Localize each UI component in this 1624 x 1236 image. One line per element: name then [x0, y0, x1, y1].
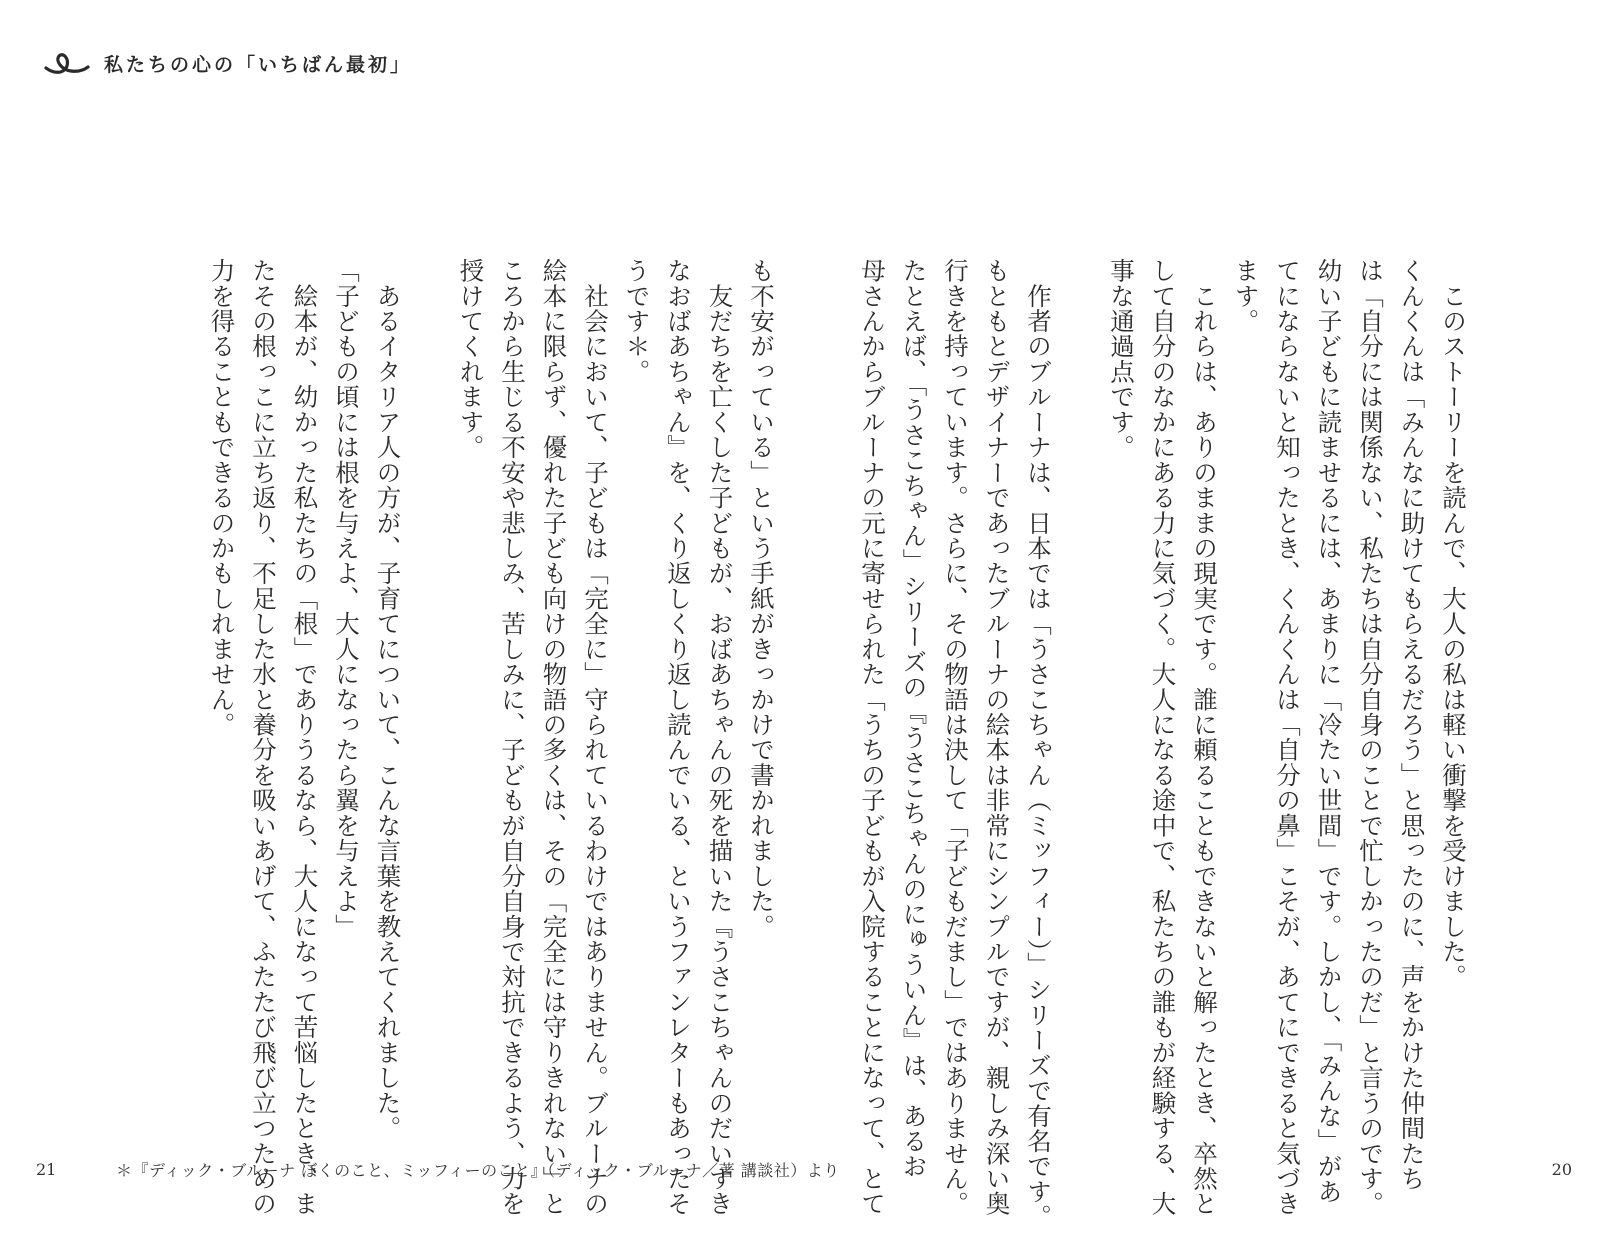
- text-line: 事な通過点です。: [1107, 258, 1136, 460]
- text-line: なおばあちゃん』を、くり返しくり返し読んでいる、というファンレターもあったそ: [664, 258, 693, 1217]
- leaf-curl-icon: [44, 48, 90, 78]
- blank-line: [1059, 258, 1101, 1138]
- text-line: も不安がっている」という手紙がきっかけで書かれました。: [747, 258, 776, 939]
- text-line: ます。: [1231, 258, 1261, 334]
- text-line: 行きを持っています。さらに、その物語は決して「子どもだまし」ではありません。: [941, 258, 970, 1217]
- text-line: は「自分には関係ない、私たちは自分自身のことで忙しかったのだ」と言うのです。: [1356, 258, 1385, 1217]
- text-line: 社会において、子どもは「完全に」守られているわけではありません。ブルーナの: [581, 258, 610, 1217]
- page-number-right: 20: [1551, 1160, 1572, 1179]
- text-line: 作者のブルーナは、日本では「うさこちゃん（ミッフィー）」シリーズで有名です。: [1024, 258, 1053, 1230]
- text-line: もともとデザイナーであったブルーナの絵本は非常にシンプルですが、親しみ深い奥: [982, 258, 1012, 1217]
- footnote: ＊『ディック・ブルーナ ぼくのこと、ミッフィーのこと』（ディック・ブルーナ／著 講談社）より: [116, 1161, 840, 1180]
- text-line: てにならないと知ったとき、くんくんは「自分の鼻」こそが、あてにできると気づき: [1273, 258, 1302, 1217]
- text-line: ころから生じる不安や悲しみ、苦しみに、子どもが自分自身で対抗できるよう、力を: [498, 258, 527, 1217]
- text-line: 母さんからブルーナの元に寄せられた「うちの子どもが入院することになって、とて: [858, 258, 887, 1217]
- text-line: 友だちを亡くした子どもが、おばあちゃんの死を描いた『うさこちゃんのだいすき: [705, 258, 735, 1217]
- text-line: して自分のなかにある力に気づく。大人になる途中で、私たちの誰もが経験する、大: [1148, 258, 1178, 1217]
- right-page-body: [852, 258, 1475, 1230]
- running-header: [44, 48, 412, 78]
- blank-line: [409, 258, 451, 1138]
- text-line: このストーリーを読んで、大人の私は軽い衝撃を受けました。: [1439, 258, 1468, 990]
- text-line: 「子どもの頃には根を与えよ、大人になったら翼を与えよ」: [332, 258, 361, 939]
- text-line: あるイタリア人の方が、子育てについて、こんな言葉を教えてくれました。: [373, 258, 403, 1141]
- text-line: うです＊。: [622, 258, 652, 385]
- chapter-title: 私たちの心の「いちばん最初」: [104, 53, 413, 76]
- text-line: たとえば、「うさこちゃん」シリーズの『うさこちゃんのにゅういん』は、あるお: [899, 258, 929, 1179]
- text-line: 力を得ることもできるのかもしれません。: [207, 258, 237, 738]
- text-line: 授けてくれます。: [456, 258, 486, 460]
- page-number-left: 21: [36, 1160, 57, 1179]
- text-line: これらは、ありのままの現実です。誰に頼ることもできないと解ったとき、卒然と: [1190, 258, 1219, 1217]
- text-line: たその根っこに立ち返り、不足した水と養分を吸いあげて、ふたたび飛び立つための: [249, 258, 278, 1217]
- text-line: 絵本に限らず、優れた子ども向けの物語の多くは、その「完全には守りきれない」と: [539, 258, 569, 1217]
- text-line: 幼い子どもに読ませるには、あまりに「冷たい世間」です。しかし、「みんな」があ: [1314, 258, 1344, 1205]
- text-line: 絵本が、幼かった私たちの「根」でありうるなら、大人になって苦悩したとき、ま: [290, 258, 320, 1217]
- text-line: くんくんは「みんなに助けてもらえるだろう」と思ったのに、声をかけた仲間たち: [1397, 258, 1427, 1192]
